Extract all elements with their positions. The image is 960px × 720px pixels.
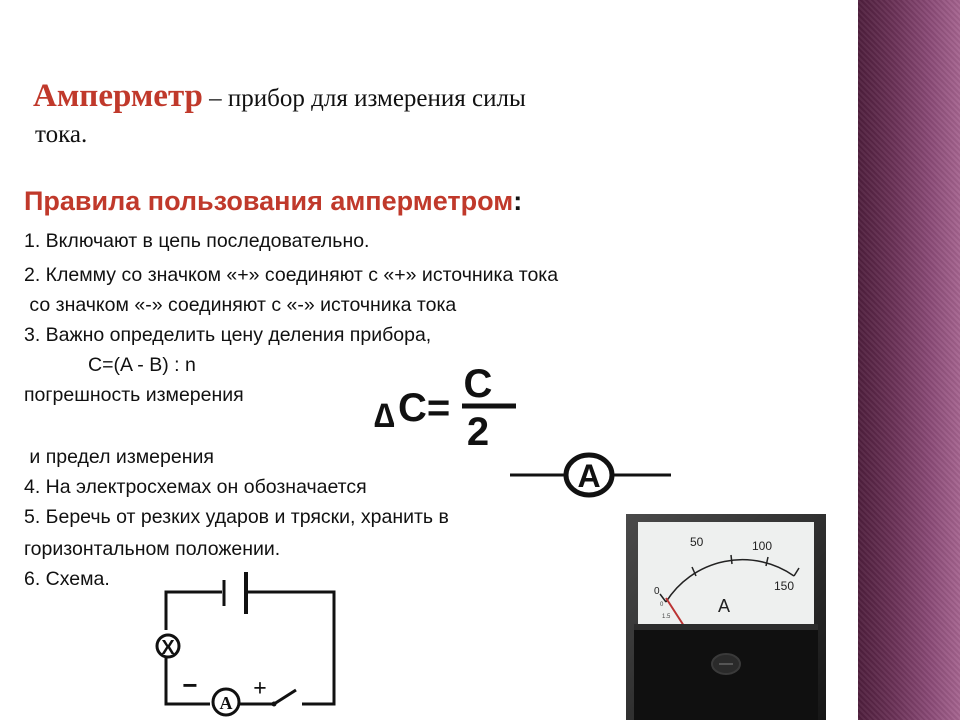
rule-line-3: 3. Важно определить цену деления прибора, [24,324,432,346]
rules-heading-text: Правила пользования амперметром [24,186,514,216]
rule-line-2: 2. Клемму со значком «+» соединяют с «+» источника тока [24,264,559,286]
wire-top-left [166,592,222,630]
formula-lhs: C= [398,386,451,430]
rule-line-1: 1. Включают в цепь последовательно. [24,230,370,252]
switch-pivot [272,702,277,707]
formula-numerator: C [463,365,493,406]
meter-small-mark-1: 1.5 [662,614,671,620]
scale-label-50: 50 [690,535,704,549]
rules-heading [24,186,522,217]
rule-line-error: погрешность измерения [24,384,244,406]
rule-line-4: 4. На электросхемах он обозначается [24,476,367,498]
scale-label-100: 100 [752,539,773,553]
scale-label-150: 150 [774,579,795,593]
meter-small-mark-2: 0 [660,602,664,608]
minus-sign: − [182,670,198,700]
ammeter-photo [626,514,826,720]
decorative-side-band [858,0,960,720]
division-formula: C=(A - B) : n [88,354,196,376]
rule-line-6: 6. Схема. [24,568,110,590]
plus-sign: + [253,676,267,702]
rule-line-5-cont: горизонтальном положении. [24,538,281,560]
switch-lever [274,690,296,704]
rule-line-limit: и предел измерения [24,446,214,468]
rules-heading-colon: : [513,186,523,216]
symbol-letter: A [577,458,601,494]
rule-line-5: 5. Беречь от резких ударов и тряски, хранить в [24,506,449,528]
rule-line-2-cont: со значком «-» соединяют с «-» источника тока [24,294,457,316]
slide-title [33,78,673,153]
scale-label-0: 0 [654,586,660,597]
delta-symbol: ∆ [374,397,395,435]
title-term: Амперметр [33,78,203,114]
meter-unit-label: A [718,596,731,616]
formula-denominator: 2 [466,410,490,454]
lamp-label: X [161,637,175,659]
circuit-ammeter-label: A [219,693,233,713]
error-formula [372,365,532,455]
title-definition: – прибор для измерения силы [202,85,526,112]
circuit-diagram [150,570,350,720]
ammeter-symbol [508,450,673,500]
title-definition-cont: тока. [35,121,88,148]
